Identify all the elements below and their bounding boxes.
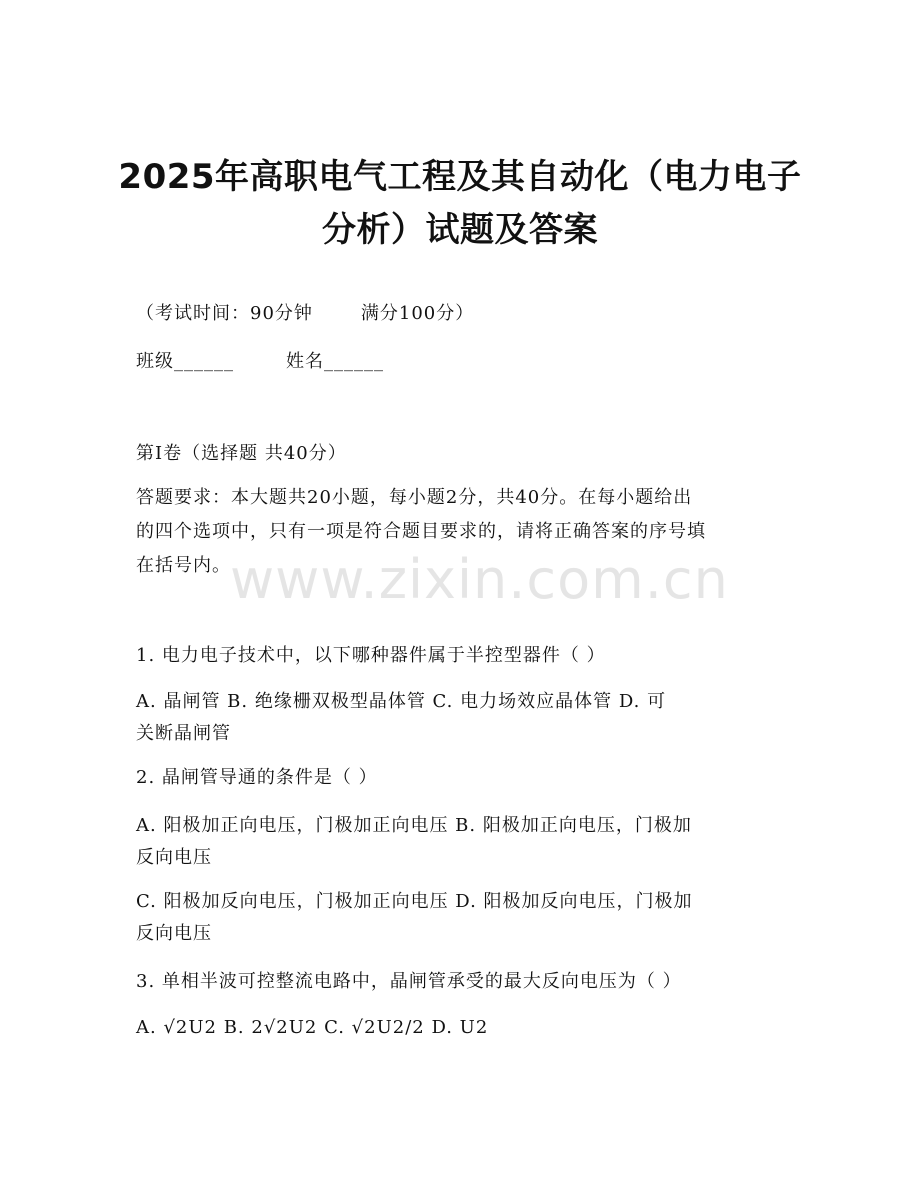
question-1-options-line-1: A. 晶闸管 B. 绝缘栅双极型晶体管 C. 电力场效应晶体管 D. 可 — [136, 691, 667, 712]
class-field: 班级______ — [136, 351, 234, 372]
student-fields — [136, 344, 776, 380]
instructions-line-3: 在括号内。 — [136, 555, 231, 576]
question-2-options-line-1: A. 阳极加正向电压，门极加正向电压 B. 阳极加正向电压，门极加 — [136, 815, 692, 836]
instructions-line-2: 的四个选项中，只有一项是符合题目要求的，请将正确答案的序号填 — [136, 521, 706, 542]
question-2-options-line-4: 反向电压 — [136, 923, 212, 944]
question-1-options-line-2: 关断晶闸管 — [136, 723, 231, 744]
question-3-stem: 3. 单相半波可控整流电路中，晶闸管承受的最大反向电压为（ ） — [136, 971, 682, 992]
page-title-line-2: 分析）试题及答案 — [322, 210, 598, 250]
question-2-options-line-3: C. 阳极加反向电压，门极加正向电压 D. 阳极加反向电压，门极加 — [136, 891, 693, 912]
question-2-options-line-2: 反向电压 — [136, 847, 212, 868]
exam-time: （考试时间：90分钟 — [136, 303, 313, 324]
name-field: 姓名______ — [286, 351, 384, 372]
question-1-stem: 1. 电力电子技术中，以下哪种器件属于半控型器件（ ） — [136, 645, 606, 666]
instructions-line-1: 答题要求：本大题共20小题，每小题2分，共40分。在每小题给出 — [136, 487, 693, 508]
exam-info — [136, 296, 776, 332]
watermark: www.zixin.com.cn — [230, 548, 729, 611]
question-2-stem: 2. 晶闸管导通的条件是（ ） — [136, 767, 378, 788]
question-3-options-line-1: A. √2U2 B. 2√2U2 C. √2U2/2 D. U2 — [136, 1017, 489, 1038]
section-heading: 第I卷（选择题 共40分） — [136, 443, 347, 464]
page-title-line-1: 2025年高职电气工程及其自动化（电力电子 — [118, 157, 802, 197]
exam-score: 满分100分） — [360, 303, 475, 324]
